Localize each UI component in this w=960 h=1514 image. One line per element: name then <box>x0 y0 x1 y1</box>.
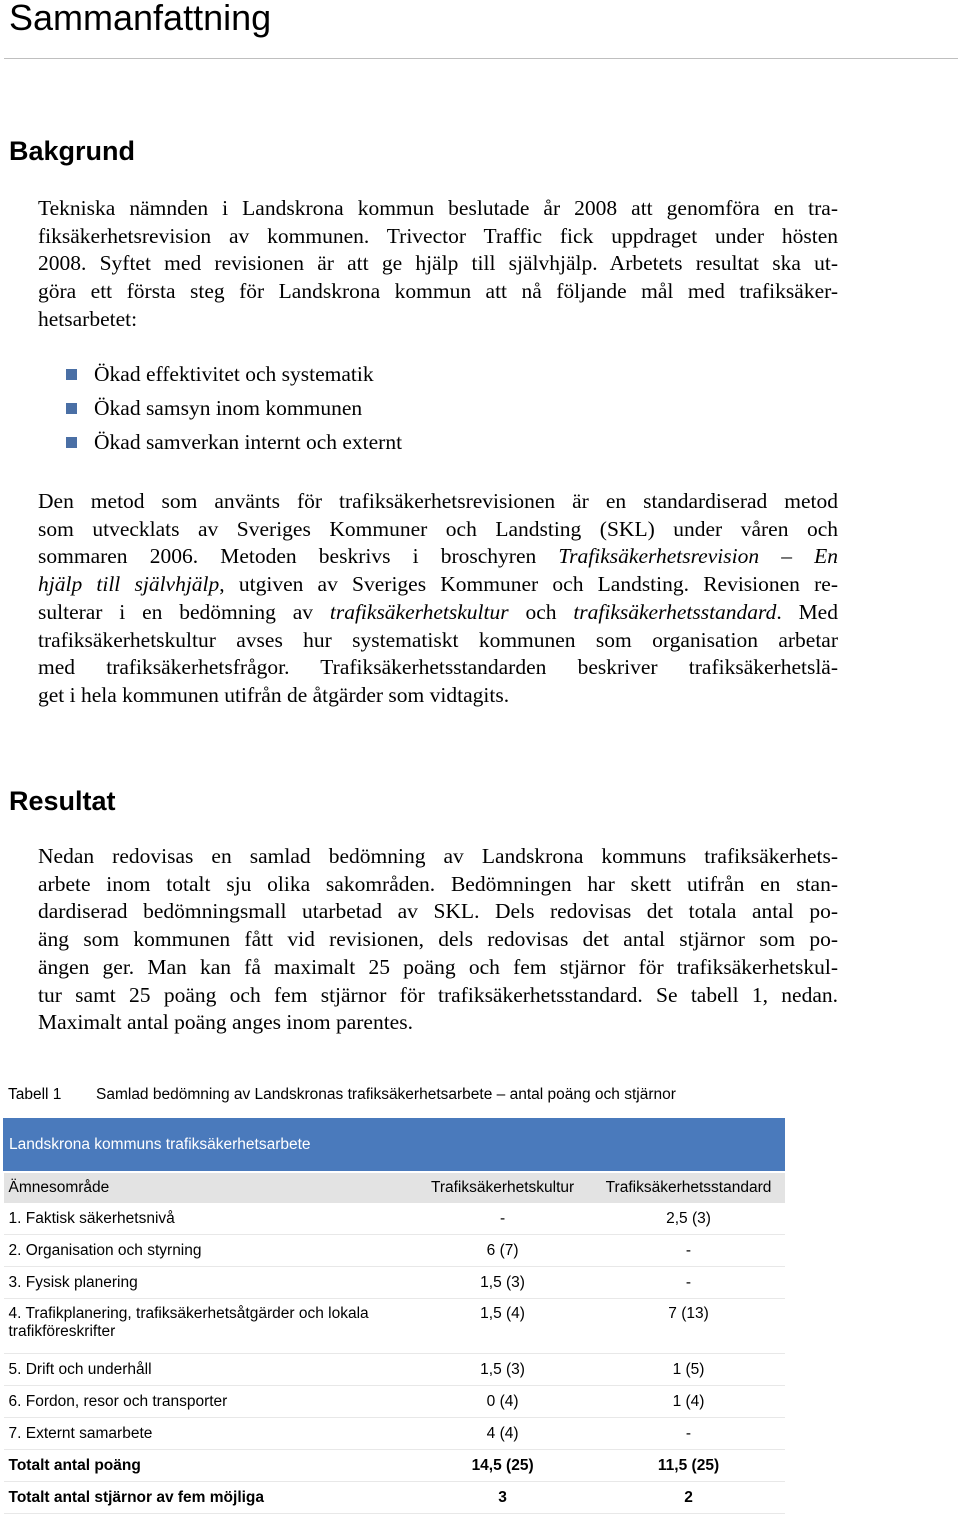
text-line <box>38 571 838 599</box>
table-cell: Totalt antal stjärnor av fem möjliga <box>4 1482 413 1514</box>
table-cell: Totalt antal poäng <box>4 1450 413 1482</box>
text-fragment: sommaren 2006. Metoden beskrivs i broschyren <box>38 544 559 569</box>
table-row <box>4 1203 785 1235</box>
table-cell: 1. Faktisk säkerhetsnivå <box>4 1203 413 1235</box>
term-kultur: trafiksäkerhetskultur <box>329 599 509 624</box>
table-cell: 3. Fysisk planering <box>4 1267 413 1299</box>
table-cell: 7 (13) <box>593 1299 785 1354</box>
text-line: hetsarbetet: <box>38 306 138 331</box>
text-line: Den metod som använts för trafiksäkerhetsrevisionen är en standardiserad metod <box>38 489 838 513</box>
table-row <box>4 1386 785 1418</box>
table-row <box>4 1299 785 1354</box>
title-divider <box>4 58 958 59</box>
brochure-title-cont: hjälp till självhjälp <box>38 572 220 597</box>
text-line: tur samt 25 poäng och fem stjärnor för trafiksäkerhetsstandard. Se tabell 1, nedan. <box>38 982 838 1007</box>
table-cell: 1,5 (4) <box>413 1299 593 1354</box>
text-fragment: . Med <box>776 599 838 624</box>
column-header: Ämnesområde <box>4 1173 413 1203</box>
term-standard: trafiksäkerhetsstandard <box>573 599 777 624</box>
table-row <box>4 1235 785 1267</box>
table-cell: 11,5 (25) <box>593 1450 785 1482</box>
text-line: fiksäkerhetsrevision av kommunen. Trivector Traffic fick uppdraget under hösten <box>38 223 838 248</box>
table-cell: - <box>413 1203 593 1235</box>
table-cell: 4. Trafikplanering, trafiksäkerhetsåtgärder och lokala trafikföreskrifter <box>4 1299 413 1354</box>
text-fragment: sulterar i en bedömning av <box>38 599 330 624</box>
table-cell: 2 <box>593 1482 785 1514</box>
paragraph-bakgrund-method <box>38 488 838 710</box>
page-title: Sammanfattning <box>9 0 272 38</box>
text-line: get i hela kommunen utifrån de åtgärder som vidtagits. <box>38 682 510 707</box>
text-line: arbete inom totalt sju olika sakområden. Bedömningen har skett utifrån en stan- <box>38 871 838 896</box>
table-caption-number: Tabell 1 <box>8 1086 62 1103</box>
text-line: som utvecklats av Sveriges Kommuner och Landsting (SKL) under våren och <box>38 516 838 541</box>
table-caption-text: Samlad bedömning av Landskronas trafiksäkerhetsarbete – antal poäng och stjärnor <box>96 1086 676 1103</box>
table-row <box>4 1418 785 1450</box>
list-item <box>66 425 402 459</box>
text-line <box>38 543 838 571</box>
table-cell: 3 <box>413 1482 593 1514</box>
column-header: Trafiksäkerhetsstandard <box>593 1173 785 1203</box>
table-band-title: Landskrona kommuns trafiksäkerhetsarbete <box>4 1119 785 1171</box>
paragraph-bakgrund-intro <box>38 195 838 334</box>
text-fragment: och <box>508 599 574 624</box>
text-line: äng som kommunen fått vid revisionen, dels redovisas det antal stjärnor som po- <box>38 927 838 952</box>
text-line: trafiksäkerhetskultur avses hur systematiskt kommunen som organisation arbetar <box>38 627 838 652</box>
list-item-text: Ökad samverkan internt och externt <box>94 430 403 454</box>
text-line: ängen ger. Man kan få maximalt 25 poäng och fem stjärnor för trafiksäkerhetskul- <box>38 954 838 979</box>
table-total-row <box>4 1450 785 1482</box>
text-line: 2008. Syftet med revisionen är att ge hjälp till självhjälp. Arbetets resultat ska ut- <box>38 251 838 276</box>
list-item <box>66 357 402 391</box>
list-item <box>66 391 402 425</box>
list-item-text: Ökad effektivitet och systematik <box>94 362 374 386</box>
square-bullet-icon <box>66 369 77 380</box>
goals-list <box>66 357 402 459</box>
table-row <box>4 1267 785 1299</box>
table-cell: 6 (7) <box>413 1235 593 1267</box>
table-cell: - <box>593 1235 785 1267</box>
table-cell: 1,5 (3) <box>413 1354 593 1386</box>
text-line: göra ett första steg för Landskrona kommun att nå följande mål med trafiksäker- <box>38 279 838 304</box>
table-cell: 2. Organisation och styrning <box>4 1235 413 1267</box>
square-bullet-icon <box>66 437 77 448</box>
table-cell: 1 (4) <box>593 1386 785 1418</box>
paragraph-resultat <box>38 843 838 1037</box>
table-total-row <box>4 1482 785 1514</box>
heading-bakgrund: Bakgrund <box>9 136 136 166</box>
table-header-row <box>4 1173 785 1203</box>
table-cell: 6. Fordon, resor och transporter <box>4 1386 413 1418</box>
column-header: Trafiksäkerhetskultur <box>413 1173 593 1203</box>
table-cell: 5. Drift och underhåll <box>4 1354 413 1386</box>
results-table <box>3 1118 785 1514</box>
text-line: dardiserad bedömningsmall utarbetad av SKL. Dels redovisas det totala antal po- <box>38 899 838 924</box>
text-line: Tekniska nämnden i Landskrona kommun beslutade år 2008 att genomföra en tra- <box>38 196 838 220</box>
table-band-row <box>4 1119 785 1171</box>
table-cell: 7. Externt samarbete <box>4 1418 413 1450</box>
table-cell: 0 (4) <box>413 1386 593 1418</box>
heading-resultat: Resultat <box>9 786 116 816</box>
square-bullet-icon <box>66 403 77 414</box>
text-fragment: , utgiven av Sveriges Kommuner och Landsting. Revisionen re- <box>219 572 838 597</box>
text-line: med trafiksäkerhetsfrågor. Trafiksäkerhetsstandarden beskriver trafiksäkerhetslä- <box>38 655 838 680</box>
list-item-text: Ökad samsyn inom kommunen <box>94 396 363 420</box>
table-cell: - <box>593 1267 785 1299</box>
table-cell: 14,5 (25) <box>413 1450 593 1482</box>
table-row <box>4 1354 785 1386</box>
brochure-title: Trafiksäkerhetsrevision – En <box>558 544 838 569</box>
text-line: Maximalt antal poäng anges inom parentes. <box>38 1010 413 1035</box>
text-line: Nedan redovisas en samlad bedömning av Landskrona kommuns trafiksäkerhets- <box>38 844 838 868</box>
table-cell: 1,5 (3) <box>413 1267 593 1299</box>
table-cell: 2,5 (3) <box>593 1203 785 1235</box>
text-line <box>38 599 838 627</box>
table-cell: 4 (4) <box>413 1418 593 1450</box>
table-caption <box>8 1086 676 1104</box>
table-cell: 1 (5) <box>593 1354 785 1386</box>
table-cell: - <box>593 1418 785 1450</box>
